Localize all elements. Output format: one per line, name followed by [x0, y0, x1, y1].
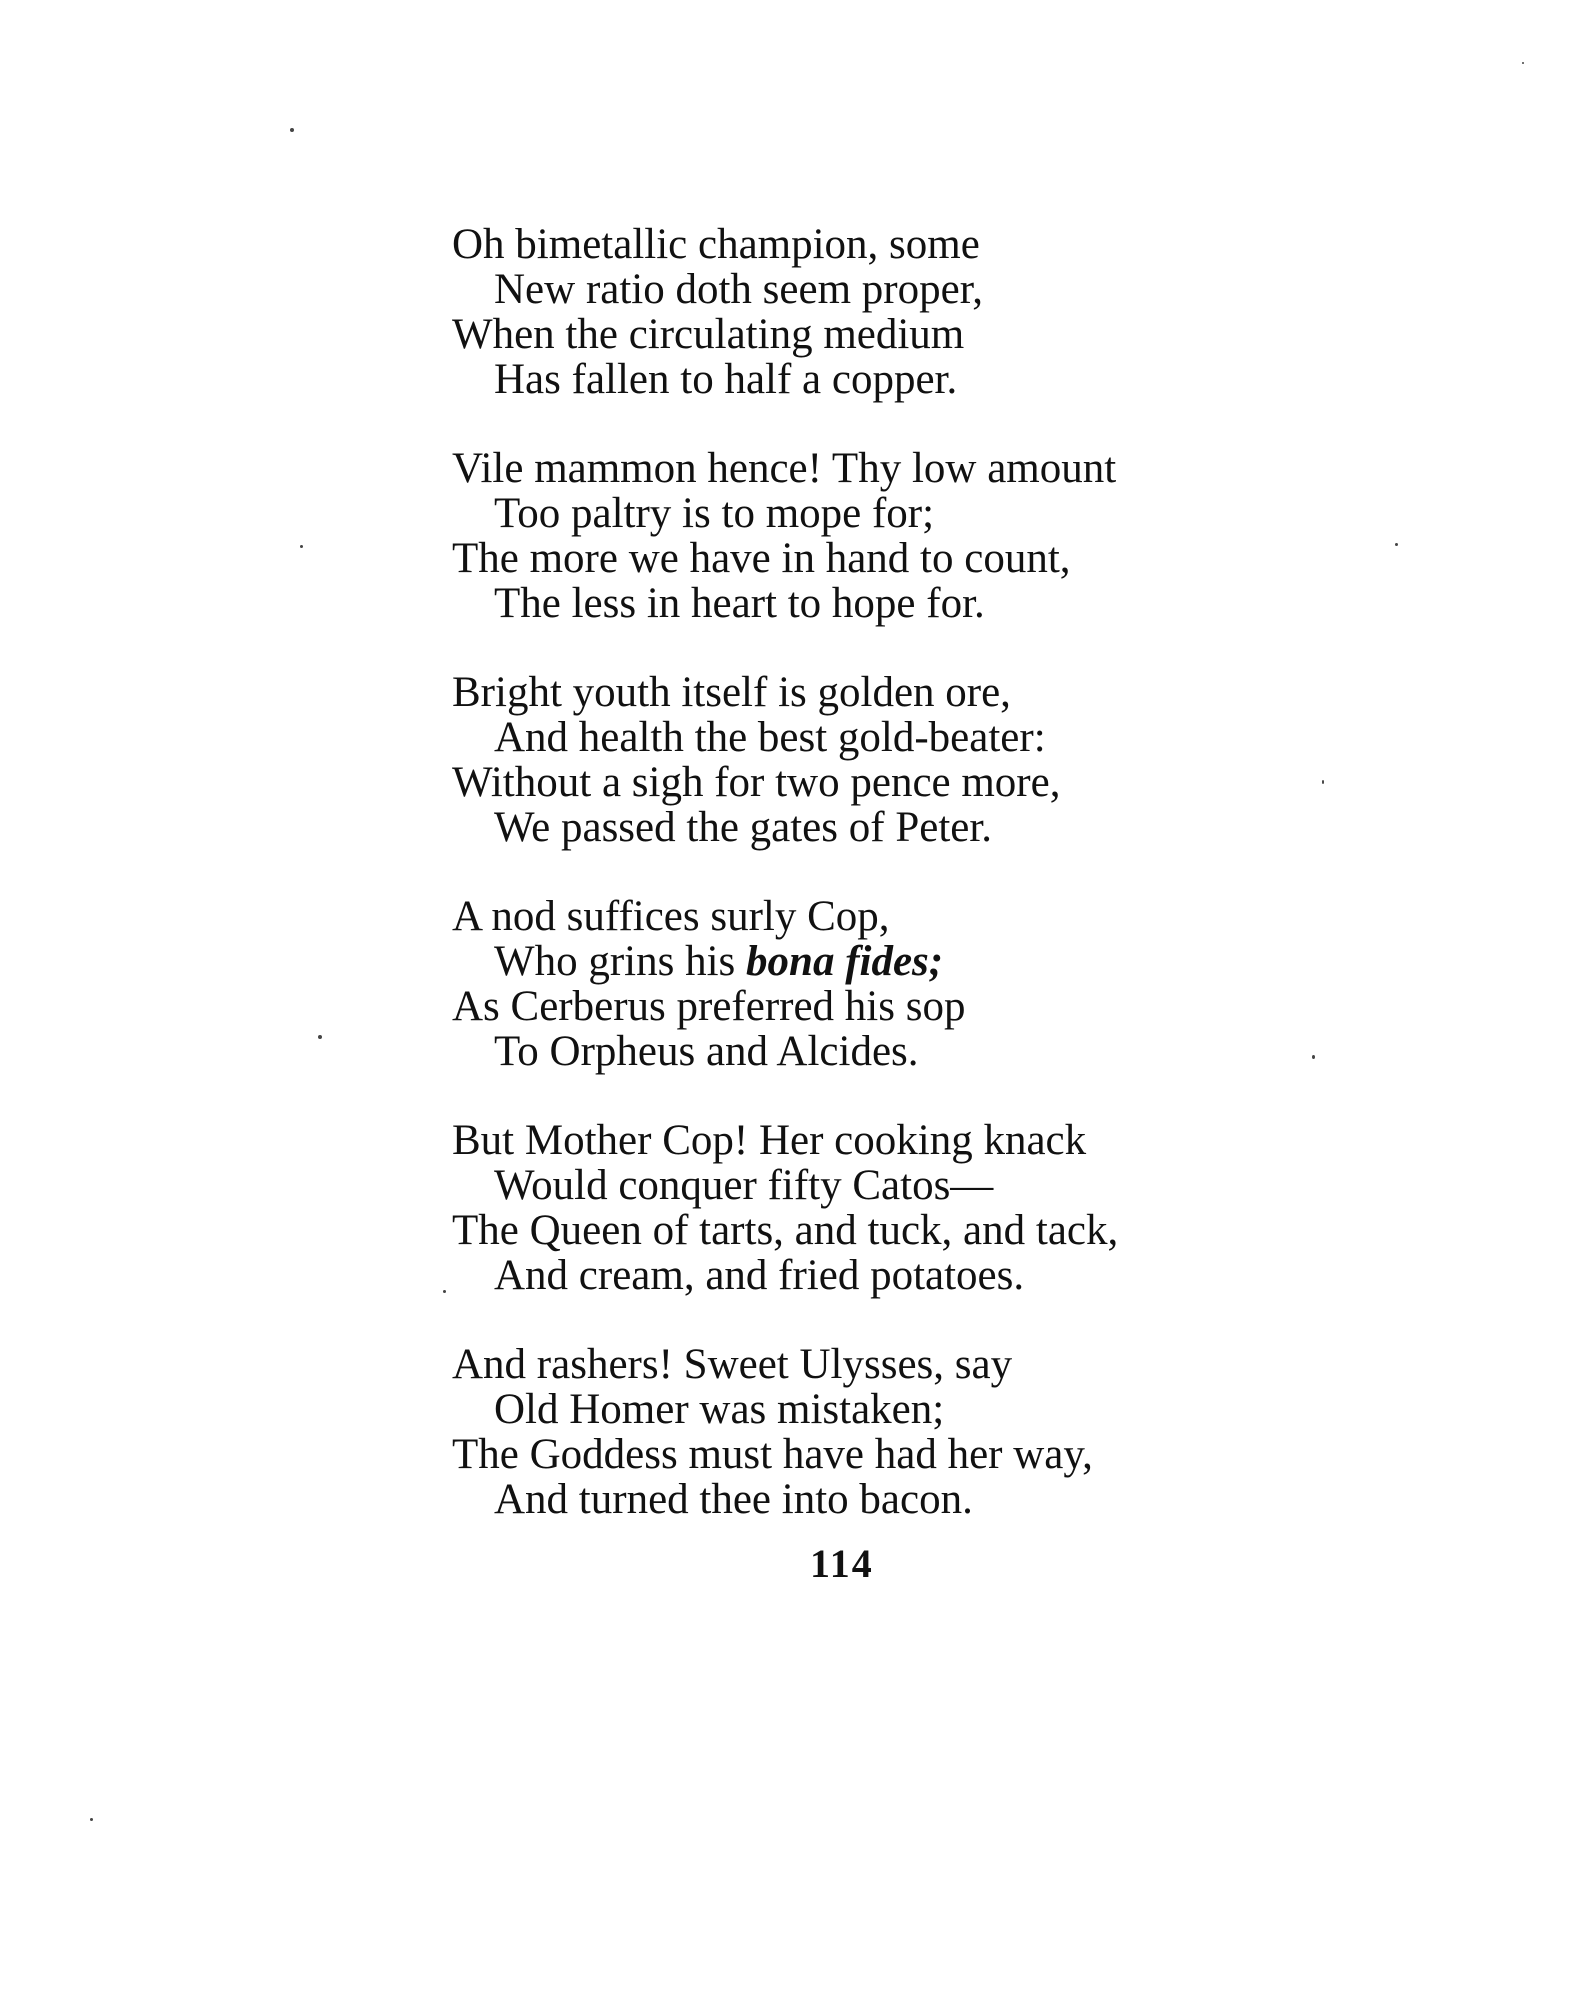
stanza-4: [452, 894, 1352, 1074]
poem-line: As Cerberus preferred his sop: [452, 983, 966, 1030]
poem-line: A nod suffices surly Cop,: [452, 893, 890, 940]
poem-line: When the circulating medium: [452, 311, 965, 358]
poem-line: The Queen of tarts, and tuck, and tack,: [452, 1207, 1119, 1254]
poem-line: Too paltry is to mope for;: [494, 490, 935, 537]
scan-speck: [1522, 62, 1524, 64]
poem-line: [452, 939, 1352, 984]
poem-line: And turned thee into bacon.: [494, 1476, 973, 1523]
poem-line: Without a sigh for two pence more,: [452, 759, 1061, 806]
poem-line: But Mother Cop! Her cooking knack: [452, 1117, 1087, 1164]
poem-line: Would conquer fifty Catos—: [494, 1162, 994, 1209]
poem-line: Vile mammon hence! Thy low amount: [452, 445, 1117, 492]
scan-speck: [300, 545, 303, 548]
poem-line: The less in heart to hope for.: [494, 580, 985, 627]
scan-speck: [443, 1290, 446, 1293]
scan-speck: [90, 1818, 93, 1821]
poem-line: We passed the gates of Peter.: [494, 804, 993, 851]
stanza-6: [452, 1342, 1352, 1522]
scan-speck: [290, 128, 294, 132]
poem-line: The Goddess must have had her way,: [452, 1431, 1093, 1478]
poem-line: And cream, and fried potatoes.: [494, 1252, 1025, 1299]
poem-line: New ratio doth seem proper,: [494, 266, 984, 313]
page-number: 114: [810, 1541, 874, 1586]
poem-line: And health the best gold-beater:: [494, 714, 1046, 761]
poem-line: Old Homer was mistaken;: [494, 1386, 945, 1433]
italic-phrase: bona fides;: [746, 938, 944, 985]
stanza-1: [452, 222, 1352, 402]
poem-line: Oh bimetallic champion, some: [452, 221, 980, 268]
stanza-5: [452, 1118, 1352, 1298]
stanza-3: [452, 670, 1352, 850]
poem-line-text: Who grins his: [494, 938, 736, 985]
poem-line: To Orpheus and Alcides.: [494, 1028, 919, 1075]
stanza-2: [452, 446, 1352, 626]
poem-line: And rashers! Sweet Ulysses, say: [452, 1341, 1013, 1388]
poem-line: Has fallen to half a copper.: [494, 356, 958, 403]
scan-speck: [1395, 543, 1398, 546]
scan-speck: [318, 1035, 322, 1039]
poem-line: Bright youth itself is golden ore,: [452, 669, 1011, 716]
poem: [452, 222, 1352, 1566]
poem-line: The more we have in hand to count,: [452, 535, 1071, 582]
